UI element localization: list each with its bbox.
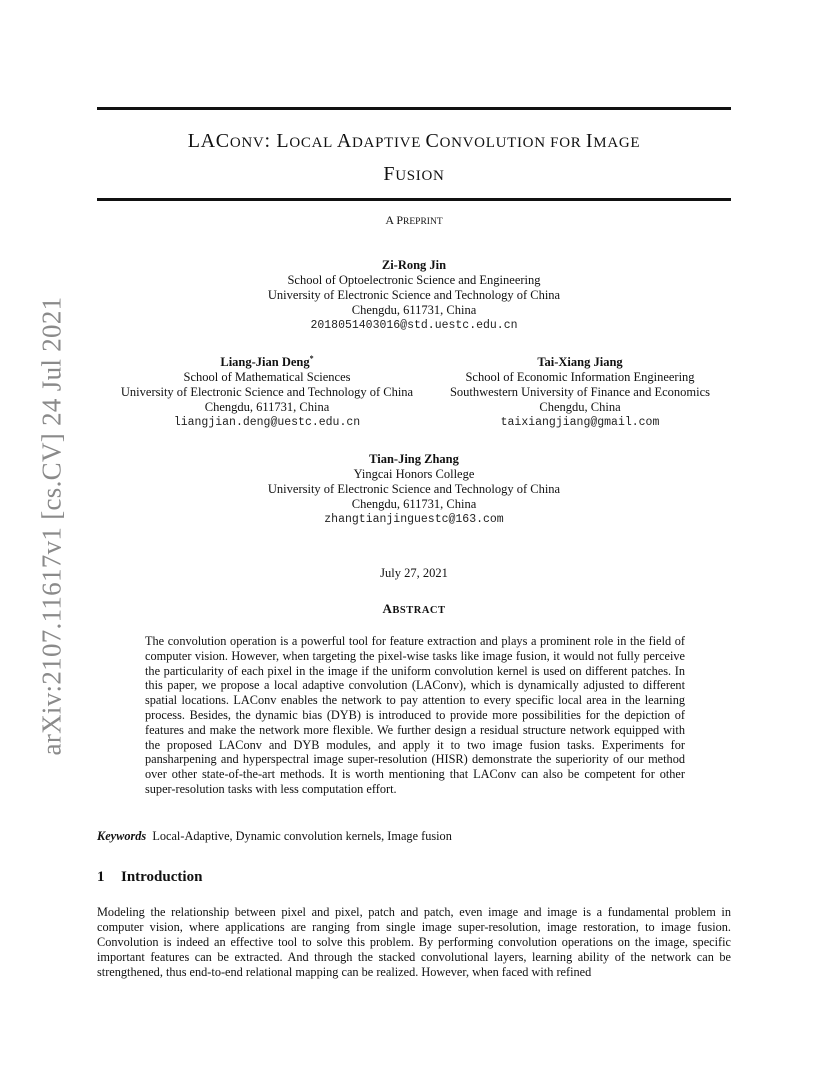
introduction-paragraph: Modeling the relationship between pixel and pixel, patch and patch, even image and image is a fundamental problem in computer vision, where applications are ranging from single image super-resolution, image restoration, to image fusion. Convolution is indeed an effective tool to solve this problem. By performing convolution operations on the image, specific important features can be extracted. And through the stacked convolutional layers, learning ability of the network can be strengthened, thus end-to-end relational mapping can be realized. However, when faced with refined (97, 905, 731, 979)
author-name: Liang-Jian Deng* (220, 353, 314, 369)
author-department: Yingcai Honors College (353, 467, 475, 481)
keywords (97, 829, 452, 844)
abstract-text: The convolution operation is a powerful tool for feature extraction and plays a prominent role in the field of computer vision. However, when targeting the pixel-wise tasks like image fusion, it would not fully perceive the particularity of each pixel in the image if the uniform convolution kernel is used on different patches. In this paper, we propose a local adaptive convolution (LAConv), which is dynamically adjusted to different spatial locations. LAConv enables the network to pay attention to every specific local area in the learning process. Besides, the dynamic bias (DYB) is introduced to provide more possibilities for the depiction of features and make the network more flexible. We further design a residual structure network equipped with the proposed LAConv and DYB modules, and apply it to two image fusion tasks. Experiments for pansharpening and hyperspectral image super-resolution (HISR) demonstrate the superiority of our method over other state-of-the-art methods. It is worth mentioning that LAConv can also be competent for other super-resolution tasks with less computation effort. (145, 634, 685, 796)
top-rule (97, 107, 731, 110)
keywords-list: Local-Adaptive, Dynamic convolution kernels, Image fusion (152, 829, 452, 843)
author-university: Southwestern University of Finance and Economics (449, 385, 711, 399)
corresponding-author-mark: * (309, 353, 314, 363)
author-block-2 (97, 355, 437, 430)
author-department: School of Mathematical Sciences (183, 370, 351, 384)
author-email[interactable]: 2018051403016@std.uestc.edu.cn (310, 319, 518, 332)
author-city: Chengdu, 611731, China (351, 497, 477, 511)
author-email[interactable]: liangjian.deng@uestc.edu.cn (173, 416, 361, 429)
author-block-3 (435, 355, 725, 430)
section-title: Introduction (121, 869, 203, 885)
arxiv-identifier: arXiv:2107.11617v1 [cs.CV] 24 Jul 2021 (36, 296, 67, 756)
author-university: University of Electronic Science and Technology of China (267, 482, 561, 496)
author-email[interactable]: taixiangjiang@gmail.com (500, 416, 660, 429)
author-department: School of Optoelectronic Science and Engineering (287, 273, 541, 287)
section-heading-introduction (97, 869, 202, 886)
author-name: Zi-Rong Jin (381, 258, 447, 272)
publication-date: July 27, 2021 (380, 566, 448, 580)
author-university: University of Electronic Science and Technology of China (120, 385, 414, 399)
author-university: University of Electronic Science and Technology of China (267, 288, 561, 302)
author-city: Chengdu, 611731, China (351, 303, 477, 317)
preprint-label: A PREPRINT (385, 213, 443, 227)
abstract-heading: ABSTRACT (382, 601, 446, 616)
title-line-1: LACONV: LOCAL ADAPTIVE CONVOLUTION FOR IMAGE (187, 130, 641, 152)
paper-title (97, 126, 731, 192)
author-block-1 (97, 258, 731, 333)
author-email[interactable]: zhangtianjinguestc@163.com (324, 513, 504, 526)
author-name: Tai-Xiang Jiang (537, 355, 623, 369)
bottom-title-rule (97, 198, 731, 201)
title-line-2: FUSION (383, 163, 445, 185)
author-name: Tian-Jing Zhang (369, 452, 459, 466)
keywords-label: Keywords (97, 829, 147, 843)
author-block-4 (97, 452, 731, 527)
author-city: Chengdu, China (539, 400, 621, 414)
section-number: 1 (97, 869, 105, 885)
author-department: School of Economic Information Engineering (465, 370, 695, 384)
author-city: Chengdu, 611731, China (204, 400, 330, 414)
